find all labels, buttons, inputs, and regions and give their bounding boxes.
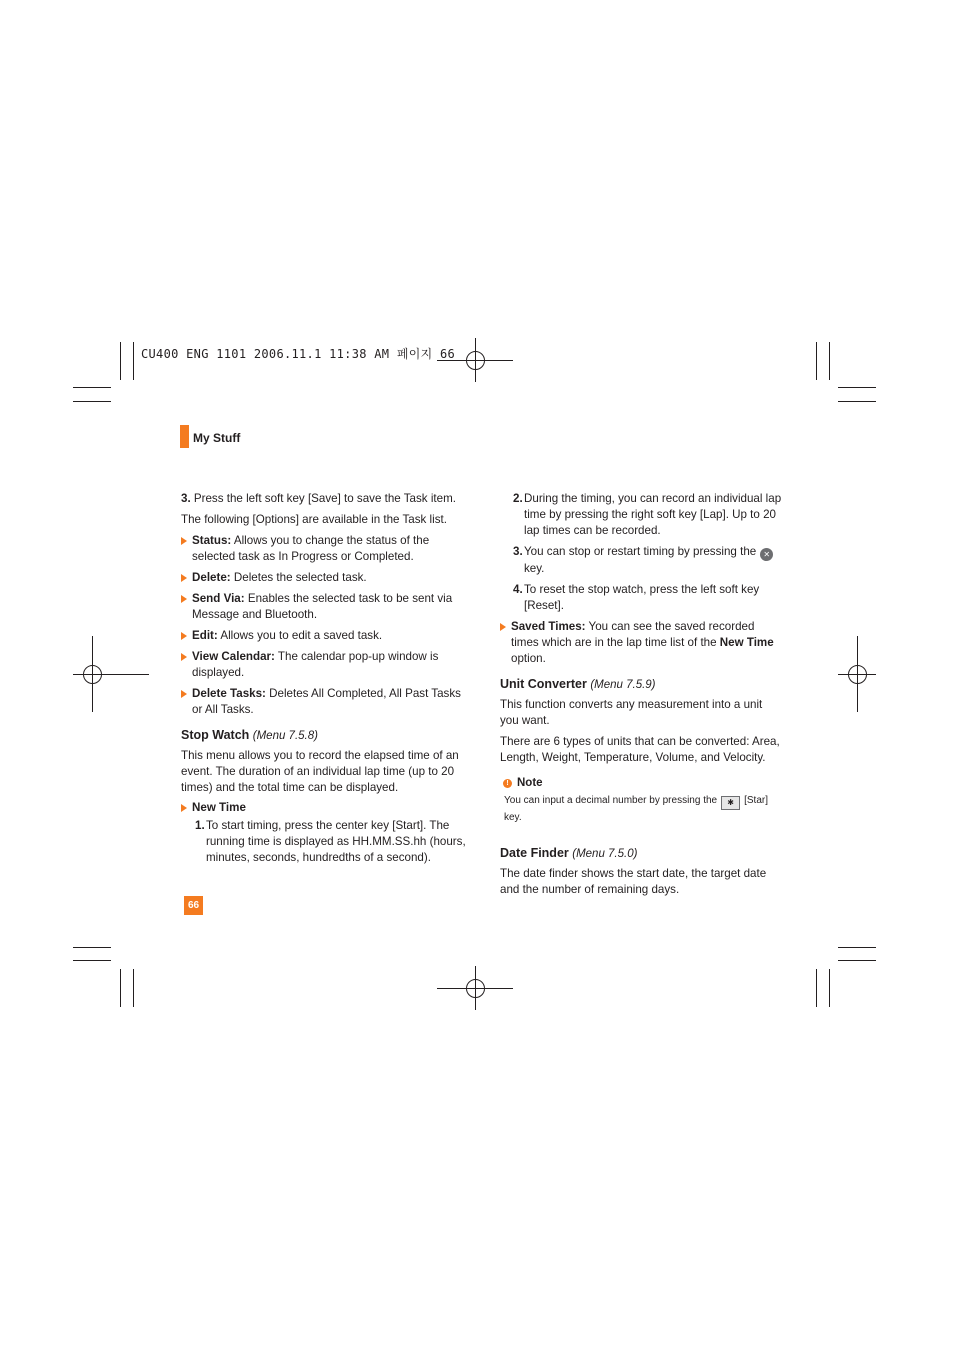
new-time-step-1: 1. To start timing, press the center key [Start]. The running time is displayed as HH.MM.SS.hh (hours, minutes, seconds, hundredths of a second). bbox=[195, 819, 466, 864]
print-slug-line: CU400 ENG 1101 2006.11.1 11:38 AM 페이지 66 bbox=[141, 347, 456, 361]
stopwatch-step-3: 3. You can stop or restart timing by pressing the ✕ key. bbox=[513, 544, 784, 577]
orange-triangle-bullet-icon bbox=[181, 690, 187, 698]
orange-triangle-bullet-icon bbox=[181, 804, 187, 812]
bullet-delete-tasks: Delete Tasks: Deletes All Completed, All Past Tasks or All Tasks. bbox=[181, 686, 466, 718]
orange-triangle-bullet-icon bbox=[181, 537, 187, 545]
stopwatch-step-2: 2. During the timing, you can record an individual lap time by pressing the right soft key [Lap]. Up to 20 lap times can be recorded. bbox=[513, 492, 782, 537]
options-intro: The following [Options] are available in the Task list. bbox=[181, 513, 447, 526]
left-column bbox=[181, 491, 466, 871]
unit-converter-types: There are 6 types of units that can be converted: Area, Length, Weight, Temperature, Volume, and Velocity. bbox=[500, 735, 780, 764]
bullet-delete: Delete: Deletes the selected task. bbox=[181, 570, 466, 586]
unit-converter-description: This function converts any measurement into a unit you want. bbox=[500, 698, 763, 727]
bullet-new-time: New Time bbox=[181, 800, 466, 816]
star-key-icon: ✱ bbox=[721, 796, 740, 810]
date-finder-description: The date finder shows the start date, the target date and the number of remaining days. bbox=[500, 867, 767, 896]
bullet-view-calendar: View Calendar: The calendar pop-up window is displayed. bbox=[181, 649, 466, 681]
unit-converter-heading: Unit Converter (Menu 7.5.9) bbox=[500, 677, 656, 691]
orange-triangle-bullet-icon bbox=[181, 632, 187, 640]
right-column bbox=[500, 491, 784, 903]
orange-triangle-bullet-icon bbox=[181, 574, 187, 582]
stopwatch-step-4: 4. To reset the stop watch, press the left soft key [Reset]. bbox=[513, 583, 760, 612]
section-title: My Stuff bbox=[193, 431, 241, 445]
bullet-send-via: Send Via: Enables the selected task to be sent via Message and Bluetooth. bbox=[181, 591, 466, 623]
date-finder-heading: Date Finder (Menu 7.5.0) bbox=[500, 846, 638, 860]
note-heading: ! Note bbox=[503, 775, 784, 791]
orange-triangle-bullet-icon bbox=[181, 653, 187, 661]
stopwatch-heading: Stop Watch (Menu 7.5.8) bbox=[181, 728, 318, 742]
page-number: 66 bbox=[184, 896, 203, 915]
orange-triangle-bullet-icon bbox=[500, 623, 506, 631]
bullet-edit: Edit: Allows you to edit a saved task. bbox=[181, 628, 466, 644]
step-3: 3. Press the left soft key [Save] to save the Task item. bbox=[181, 492, 456, 505]
bullet-status: Status: Allows you to change the status of the selected task as In Progress or Completed. bbox=[181, 533, 466, 565]
orange-triangle-bullet-icon bbox=[181, 595, 187, 603]
note-text: You can input a decimal number by pressing the ✱ [Star] key. bbox=[504, 795, 769, 823]
bullet-saved-times: Saved Times: You can see the saved recorded times which are in the lap time list of the New Time option. bbox=[500, 619, 784, 667]
section-tab-marker bbox=[180, 425, 189, 448]
stopwatch-description: This menu allows you to record the elapsed time of an event. The duration of an individual lap time (up to 20 times) and the total time can be displayed. bbox=[181, 749, 459, 794]
clear-key-icon: ✕ bbox=[760, 548, 773, 561]
note-icon: ! bbox=[503, 779, 512, 788]
